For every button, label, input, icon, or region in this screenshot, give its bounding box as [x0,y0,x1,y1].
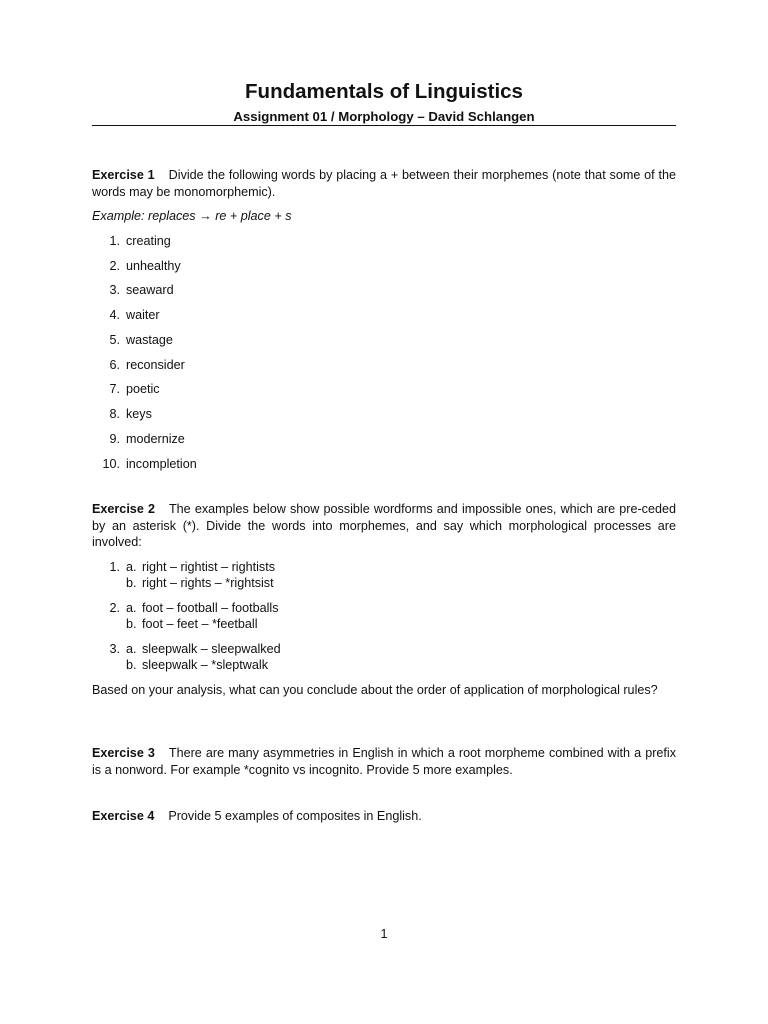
list-item-number: 4. [109,308,120,322]
list-item-number: 8. [109,407,120,421]
list-item-number: 3. [109,642,120,656]
document-title: Fundamentals of Linguistics [245,80,523,103]
list-item [92,357,676,374]
list-item [92,282,676,299]
exercise-2-label: Exercise 2 [92,502,155,516]
list-item-word: keys [126,407,152,421]
exercise-4-prompt [92,808,676,825]
sub-item-text: right – rights – *rightsist [142,576,274,590]
list-item [92,332,676,349]
list-item [92,406,676,423]
list-item-number: 5. [109,333,120,347]
exercise-2-question: Based on your analysis, what can you conclude about the order of application of morphological rules? [92,683,658,697]
list-item-number: 6. [109,358,120,372]
list-item-word: waiter [126,308,160,322]
document-subtitle: Assignment 01 / Morphology – David Schlangen [233,109,535,124]
page-number: 1 [380,927,388,941]
list-item-word: unhealthy [126,259,181,273]
right-arrow-icon: → [199,209,212,223]
list-item-word: poetic [126,382,160,396]
list-item [92,641,676,675]
list-item [92,600,676,634]
exercise-2-prompt [92,501,676,551]
header-rule [92,125,676,126]
exercise-4-text: Provide 5 examples of composites in English. [168,809,422,823]
list-item [92,559,676,593]
exercise-1-prompt [92,167,676,200]
list-item-number: 2. [109,259,120,273]
exercise-3-prompt [92,745,676,778]
list-item [92,258,676,275]
sub-item-text: foot – football – footballs [142,601,279,615]
sub-item-label: a. [126,642,137,656]
example-prefix: Example: replaces [92,209,196,223]
sub-item-label: b. [126,576,137,590]
list-item [92,381,676,398]
list-item-number: 10. [102,457,120,471]
list-item-word: wastage [126,333,173,347]
sub-item-label: b. [126,617,137,631]
list-item [92,431,676,448]
list-item-word: seaward [126,283,174,297]
sub-item-text: foot – feet – *feetball [142,617,258,631]
sub-item-text: sleepwalk – sleepwalked [142,642,281,656]
exercise-1-label: Exercise 1 [92,168,155,182]
list-item-word: reconsider [126,358,185,372]
exercise-3-label: Exercise 3 [92,746,155,760]
exercise-1-text: Divide the following words by placing a + between their morphemes (note that some of the words may be monomorphemic). [92,168,676,199]
sub-item-label: a. [126,560,137,574]
list-item [92,233,676,250]
list-item-number: 9. [109,432,120,446]
sub-item-text: right – rightist – rightists [142,560,275,574]
list-item-number: 1. [109,560,120,574]
sub-item-label: a. [126,601,137,615]
list-item-number: 7. [109,382,120,396]
list-item-word: creating [126,234,171,248]
exercise-4-label: Exercise 4 [92,809,155,823]
sub-item-text: sleepwalk – *sleptwalk [142,658,268,672]
list-item-number: 3. [109,283,120,297]
list-item-number: 2. [109,601,120,615]
list-item-word: modernize [126,432,185,446]
list-item-word: incompletion [126,457,197,471]
sub-item-label: b. [126,658,137,672]
exercise-1-example [92,208,676,225]
list-item-number: 1. [109,234,120,248]
exercise-3-text: There are many asymmetries in English in which a root morpheme combined with a prefix is a nonword. For example *cognito vs incognito. Provide 5 more examples. [92,746,676,777]
list-item [92,307,676,324]
list-item [92,456,676,473]
example-suffix: re + place + s [215,209,292,223]
exercise-2-text: The examples below show possible wordforms and impossible ones, which are pre-ceded by an asterisk (*). Divide the words into morphemes, and say which morphological processes are involved: [92,502,676,549]
